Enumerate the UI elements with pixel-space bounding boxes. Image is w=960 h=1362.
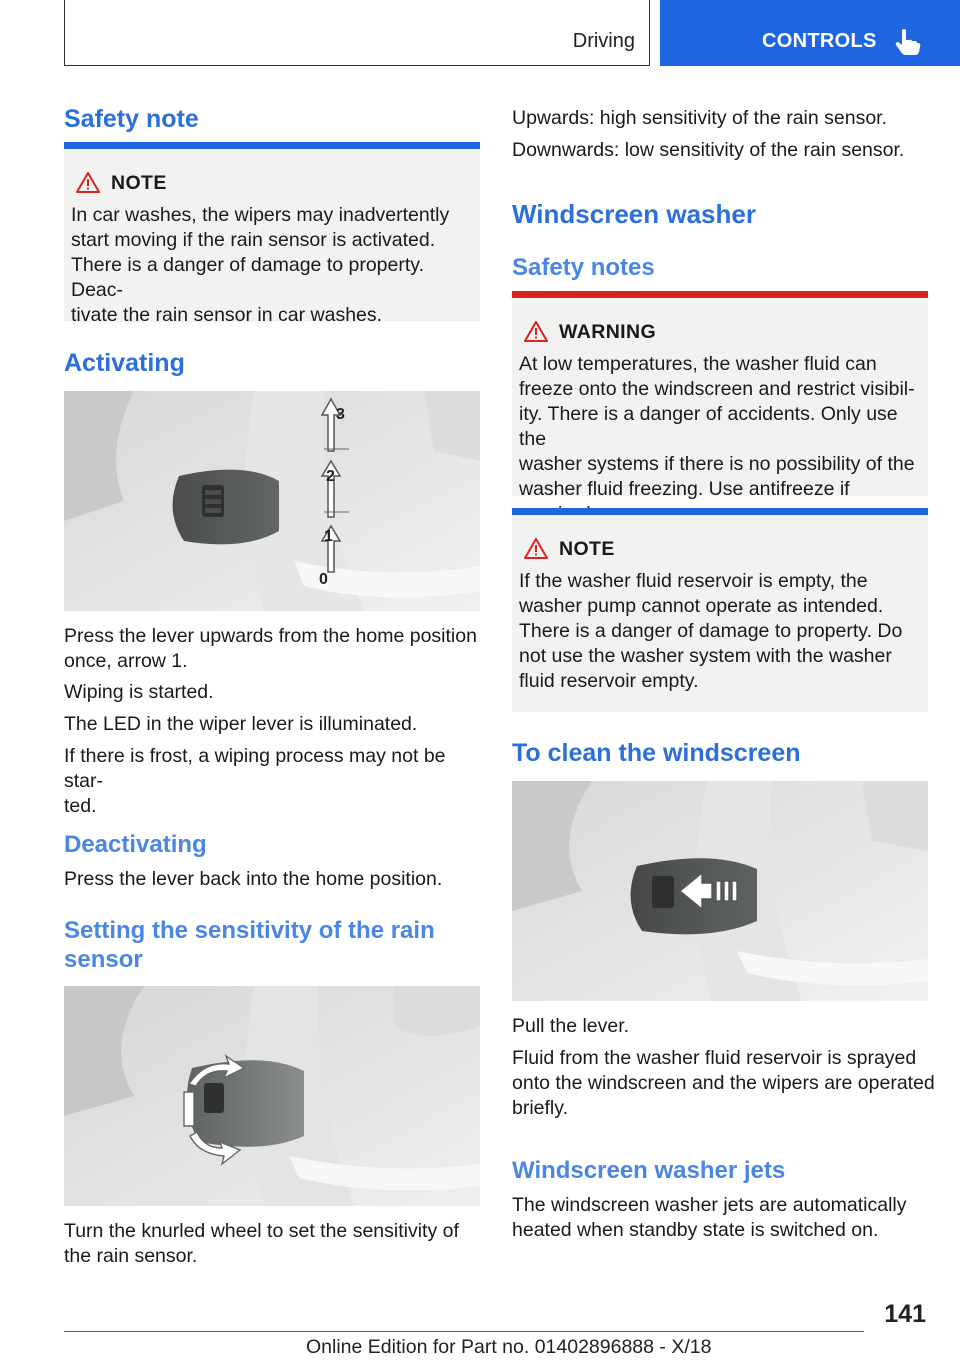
figure-label-1: 1	[324, 528, 333, 545]
rain-sensor-sensitivity-figure	[64, 986, 480, 1206]
frost-text	[64, 744, 484, 819]
header-section: Driving	[572, 30, 635, 52]
text-line: Turn the knurled wheel to set the sensitivity of	[64, 1220, 459, 1242]
activating-heading: Activating	[64, 349, 185, 377]
washer-jets-heading: Windscreen washer jets	[512, 1157, 786, 1184]
note-label: NOTE	[111, 172, 167, 194]
warning-label: WARNING	[559, 321, 657, 343]
text-line: The windscreen washer jets are automatically	[512, 1194, 907, 1216]
figure-label-2: 2	[326, 468, 335, 485]
note-line: start moving if the rain sensor is activated.	[71, 229, 436, 251]
text-line: Fluid from the washer fluid reservoir is sprayed	[512, 1047, 917, 1069]
warning-triangle-icon	[524, 537, 548, 559]
note-box-bar	[64, 142, 480, 149]
hand-pointer-icon	[895, 28, 921, 56]
pull-lever-text: Pull the lever.	[512, 1015, 630, 1037]
heading-line: Setting the sensitivity of the rain	[64, 917, 435, 944]
note-text	[519, 569, 923, 694]
text-line: onto the windscreen and the wipers are operated	[512, 1072, 935, 1094]
figure-label-3: 3	[336, 406, 345, 423]
warning-box-bar	[512, 291, 928, 298]
windscreen-washer-heading: Windscreen washer	[512, 199, 756, 229]
clean-windscreen-heading: To clean the windscreen	[512, 739, 801, 767]
note-line: not use the washer system with the washer	[519, 645, 892, 667]
text-line: If there is frost, a wiping process may not be star-	[64, 745, 446, 792]
deactivating-heading: Deactivating	[64, 831, 207, 858]
note-label: NOTE	[559, 538, 615, 560]
wiper-lever-activating-figure	[64, 391, 480, 611]
header-section-box	[64, 0, 650, 66]
safety-notes-heading: Safety notes	[512, 254, 655, 281]
note-line: If the washer fluid reservoir is empty, the	[519, 570, 868, 592]
warning-text	[519, 352, 925, 527]
warning-triangle-icon	[76, 171, 100, 193]
warning-triangle-icon	[524, 320, 548, 342]
wiping-started-text: Wiping is started.	[64, 681, 214, 703]
note-box-reservoir	[512, 508, 928, 712]
warning-line: freeze onto the windscreen and restrict visibil-	[519, 378, 915, 400]
heading-line: sensor	[64, 946, 143, 973]
footer-edition: Online Edition for Part no. 01402896888 - X/18	[306, 1336, 712, 1358]
sensitivity-heading	[64, 916, 484, 974]
downwards-text: Downwards: low sensitivity of the rain sensor.	[512, 139, 905, 161]
deactivating-text: Press the lever back into the home position.	[64, 868, 443, 890]
warning-line: ity. There is a danger of accidents. Only use the	[519, 403, 898, 450]
warning-line: At low temperatures, the washer fluid can	[519, 353, 877, 375]
note-line: tivate the rain sensor in car washes.	[71, 304, 383, 326]
safety-note-heading: Safety note	[64, 105, 199, 133]
note-line: There is a danger of damage to property. Deac-	[71, 254, 425, 301]
fluid-text	[512, 1046, 942, 1121]
sensitivity-text	[64, 1219, 484, 1269]
page-number: 141	[884, 1300, 926, 1328]
warning-line: washer fluid freezing. Use antifreeze if	[519, 478, 850, 500]
note-line: fluid reservoir empty.	[519, 670, 699, 692]
text-line: once, arrow 1.	[64, 650, 188, 672]
activating-text	[64, 624, 484, 674]
warning-line: washer systems if there is no possibility of the	[519, 453, 915, 475]
text-line: ted.	[64, 795, 97, 817]
text-line: briefly.	[512, 1097, 568, 1119]
text-line: Press the lever upwards from the home position	[64, 625, 477, 647]
text-line: the rain sensor.	[64, 1245, 198, 1267]
footer-divider	[64, 1331, 864, 1332]
header-chapter: CONTROLS	[762, 30, 877, 52]
warning-box-freezing	[512, 291, 928, 500]
note-text	[71, 203, 475, 328]
wiper-lever-pull-figure	[512, 781, 928, 1001]
note-box-bar	[512, 508, 928, 515]
led-text: The LED in the wiper lever is illuminated.	[64, 713, 418, 735]
text-line: heated when standby state is switched on.	[512, 1219, 879, 1241]
figure-label-0: 0	[319, 571, 328, 588]
note-line: There is a danger of damage to property. Do	[519, 620, 903, 642]
note-box-car-wash	[64, 142, 480, 326]
jets-text	[512, 1193, 942, 1243]
upwards-text: Upwards: high sensitivity of the rain sensor.	[512, 107, 888, 129]
note-line: In car washes, the wipers may inadvertently	[71, 204, 450, 226]
note-line: washer pump cannot operate as intended.	[519, 595, 884, 617]
